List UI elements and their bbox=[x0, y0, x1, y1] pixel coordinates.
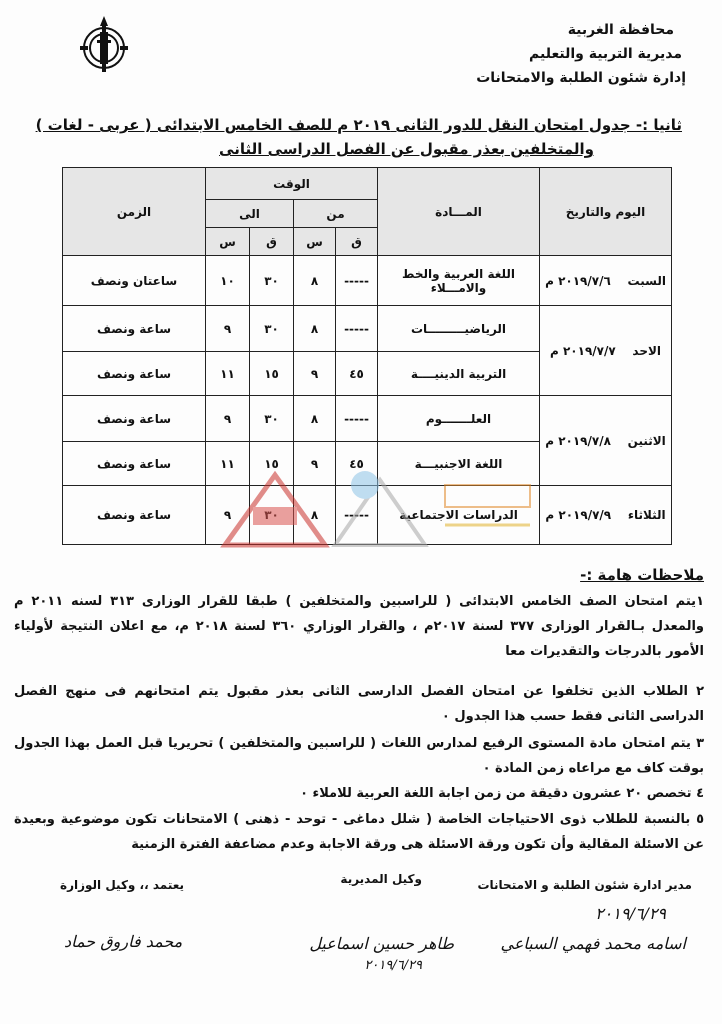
to-hour-cell: ١٠ bbox=[206, 256, 250, 306]
table-row bbox=[63, 306, 672, 352]
signature-director-student-affairs: اسامه محمد فهمي السباعي bbox=[500, 934, 686, 953]
header-directorate: مديرية التربية والتعليم bbox=[529, 46, 682, 62]
from-min-cell: ٤٥ bbox=[336, 352, 378, 396]
from-min-cell: ----- bbox=[336, 306, 378, 352]
header-from: من bbox=[294, 200, 378, 228]
header-duration: الزمن bbox=[63, 168, 206, 256]
header-to-min: ق bbox=[250, 228, 294, 256]
governorate-logo-icon bbox=[78, 14, 130, 76]
day-name: الثلاثاء bbox=[627, 508, 666, 522]
to-min-cell: ٣٠ bbox=[250, 256, 294, 306]
from-hour-cell: ٨ bbox=[294, 486, 336, 545]
table-row bbox=[63, 256, 672, 306]
to-min-cell: ١٥ bbox=[250, 352, 294, 396]
note-item-5: ٥ بالنسبة للطلاب ذوى الاحتياجات الخاصة ( شلل دماغى - توحد - ذهنى ) الامتحانات تكون موضوعية وبعيدة عن الاسئلة المقالية وأن تكون ورقة الاسئلة هى ورقة الاجابة وعدم مضاعفة الفترة الزمنية bbox=[14, 812, 704, 852]
duration-cell: ساعة ونصف bbox=[63, 396, 206, 442]
exam-date: ٢٠١٩/٧/٧ م bbox=[549, 343, 616, 358]
from-hour-cell: ٩ bbox=[294, 442, 336, 486]
duration-cell: ساعة ونصف bbox=[63, 306, 206, 352]
signature-label-student-affairs: مدير ادارة شئون الطلبة و الامتحانات bbox=[477, 878, 692, 892]
from-min-cell: ٤٥ bbox=[336, 442, 378, 486]
signature-label-directorate-deputy: وكيل المديرية bbox=[340, 872, 422, 886]
note-item-2: ٢ الطلاب الذين تخلفوا عن امتحان الفصل الدارسى الثانى بعذر مقبول يتم امتحانهم فى منهج الفصل الدراسى الثانى فقط حسب هذا الجدول ٠ bbox=[14, 684, 704, 724]
day-date-cell bbox=[540, 486, 672, 545]
to-min-cell: ١٥ bbox=[250, 442, 294, 486]
duration-cell: ساعتان ونصف bbox=[63, 256, 206, 306]
note-item-3: ٣ يتم امتحان مادة المستوى الرفيع لمدارس اللغات ( للراسبين والمتخلفين ) تحريريا قبل العمل بهذا الجدول بوقت كاف مع مراعاه زمن المادة ٠ bbox=[14, 736, 704, 776]
signature-directorate-deputy: طاهر حسين اسماعيل bbox=[309, 934, 454, 953]
signature-label-ministry-deputy: يعتمد ،، وكيل الوزارة bbox=[60, 878, 185, 892]
from-hour-cell: ٨ bbox=[294, 396, 336, 442]
subject-cell: العلـــــــوم bbox=[378, 396, 540, 442]
from-hour-cell: ٩ bbox=[294, 352, 336, 396]
header-to-hour: س bbox=[206, 228, 250, 256]
exam-date: ٢٠١٩/٧/٩ م bbox=[545, 508, 612, 522]
schedule-title-line1: ثانيا :- جدول امتحان النقل للدور الثانى ٢٠١٩ م للصف الخامس الابتدائى ( عربى - لغات ) bbox=[35, 116, 682, 134]
signature-date-middle: ٢٠١٩/٦/٢٩ bbox=[364, 958, 422, 973]
exam-date: ٢٠١٩/٧/٦ م bbox=[545, 273, 611, 288]
header-from-hour: س bbox=[294, 228, 336, 256]
from-hour-cell: ٨ bbox=[294, 306, 336, 352]
duration-cell: ساعة ونصف bbox=[63, 486, 206, 545]
from-hour-cell: ٨ bbox=[294, 256, 336, 306]
day-name: الاثنين bbox=[627, 433, 666, 448]
day-date-cell bbox=[540, 306, 672, 396]
signature-date-right: ٢٠١٩/٦/٢٩ bbox=[595, 904, 666, 923]
to-min-cell: ٣٠ bbox=[250, 396, 294, 442]
table-row bbox=[63, 396, 672, 442]
schedule-title-line2: والمتخلفين بعذر مقبول عن الفصل الدراسى الثانى bbox=[219, 140, 594, 158]
header-to: الى bbox=[206, 200, 294, 228]
duration-cell: ساعة ونصف bbox=[63, 352, 206, 396]
to-hour-cell: ٩ bbox=[206, 306, 250, 352]
note-item-1: ١يتم امتحان الصف الخامس الابتدائى ( للراسبين والمتخلفين ) طبقا للقرار الوزارى ٣١٣ لسنه ٢٠١١ م والمعدل بـالقرار الوزارى ٣٧٧ لسنة ٢٠١٧م ، والقرار الوزاري ٣٦٠ لسنة ٢٠١٨ م، مع اعلان النتيجة لأولياء الأمور بالدرجات والتقديرات معا bbox=[14, 594, 704, 659]
header-time: الوقت bbox=[206, 168, 378, 200]
subject-cell: الدراسات الاجتماعية bbox=[378, 486, 540, 545]
day-date-cell bbox=[540, 396, 672, 486]
duration-cell: ساعة ونصف bbox=[63, 442, 206, 486]
note-item-4: ٤ تخصص ٢٠ عشرون دقيقة من زمن اجابة اللغة العربية للاملاء ٠ bbox=[300, 786, 704, 801]
watermark-logo-icon bbox=[215, 455, 545, 550]
header-from-min: ق bbox=[336, 228, 378, 256]
to-hour-cell: ٩ bbox=[206, 486, 250, 545]
to-min-cell: ٣٠ bbox=[250, 306, 294, 352]
from-min-cell: ----- bbox=[336, 256, 378, 306]
day-name: الاحد bbox=[632, 343, 662, 358]
signature-ministry-deputy: محمد فاروق حماد bbox=[64, 932, 183, 951]
to-hour-cell: ٩ bbox=[206, 396, 250, 442]
header-day-date: اليوم والتاريخ bbox=[540, 168, 672, 256]
subject-cell: اللغة الاجنبيـــة bbox=[378, 442, 540, 486]
from-min-cell: ----- bbox=[336, 486, 378, 545]
exam-date: ٢٠١٩/٧/٨ م bbox=[545, 433, 611, 448]
header-administration: إدارة شئون الطلبة والامتحانات bbox=[476, 70, 686, 86]
subject-cell: اللغة العربية والخط والامـــلاء bbox=[378, 256, 540, 306]
to-hour-cell: ١١ bbox=[206, 442, 250, 486]
to-hour-cell: ١١ bbox=[206, 352, 250, 396]
from-min-cell: ----- bbox=[336, 396, 378, 442]
day-date-cell bbox=[540, 256, 672, 306]
subject-cell: الرياضيـــــــــات bbox=[378, 306, 540, 352]
day-name: السبت bbox=[627, 273, 666, 288]
notes-title: ملاحظات هامة :- bbox=[580, 566, 704, 584]
header-governorate: محافظة الغربية bbox=[567, 22, 674, 38]
header-subject: المـــادة bbox=[378, 168, 540, 256]
subject-cell: التربية الدينيــــة bbox=[378, 352, 540, 396]
